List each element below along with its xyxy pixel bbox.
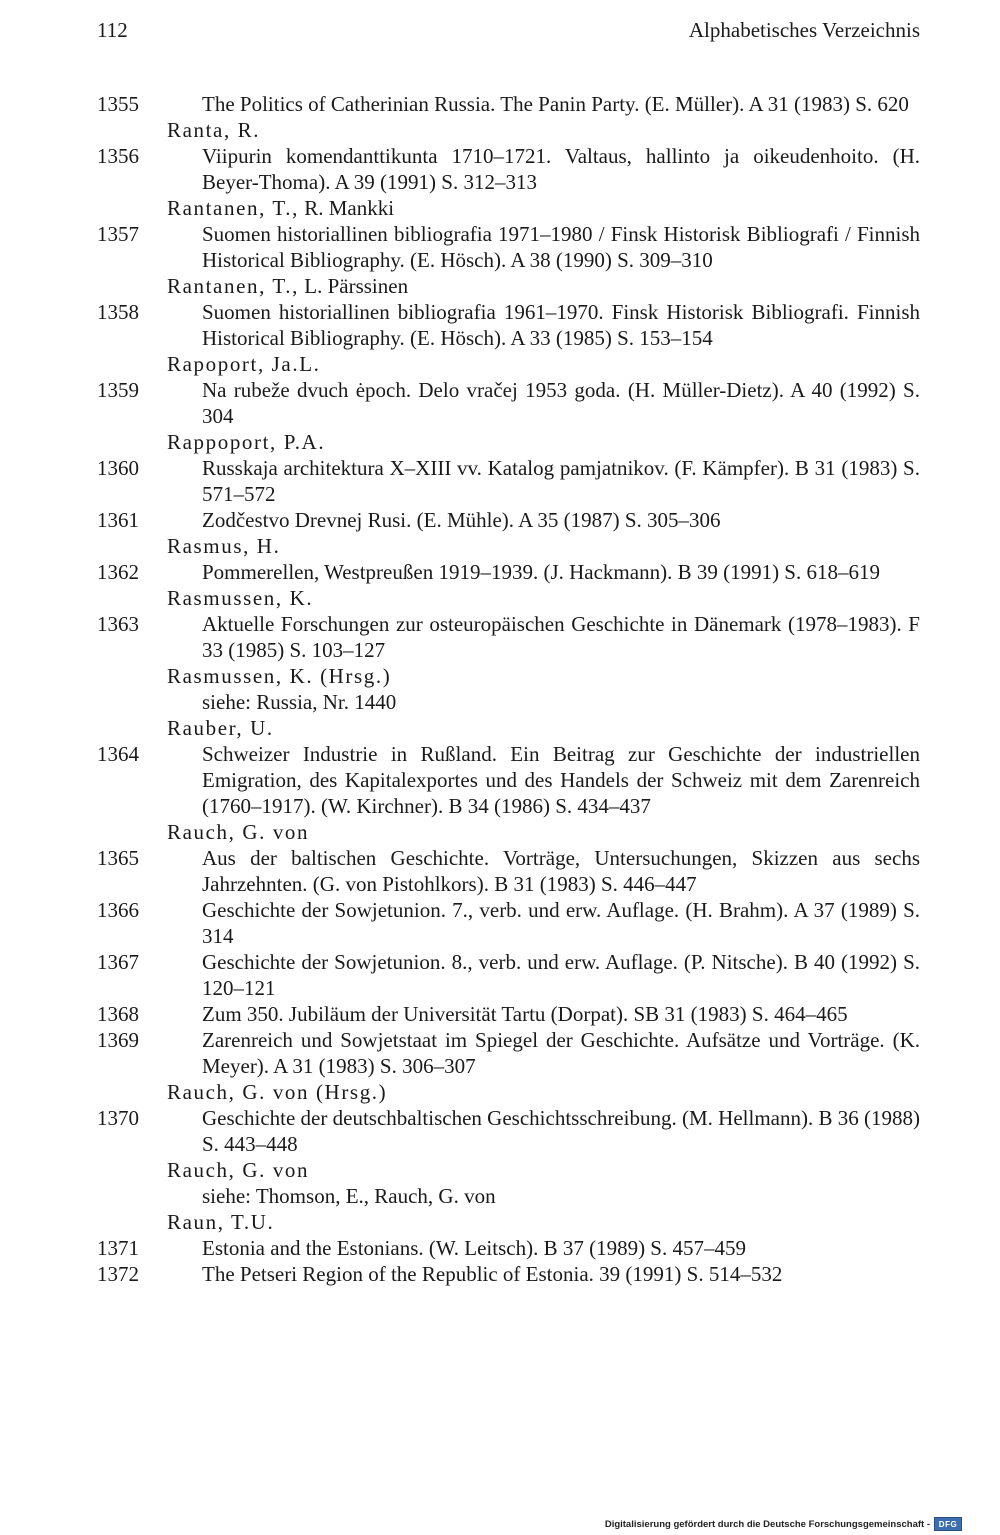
see-also-reference: siehe: Russia, Nr. 1440 [202, 690, 397, 714]
author-heading [97, 273, 920, 299]
author-heading [97, 1209, 920, 1235]
author-name: Rauch, G. von [167, 820, 310, 844]
entry-number: 1367 [97, 950, 139, 974]
author-name: Rasmussen, K. (Hrsg.) [167, 664, 392, 688]
digitization-credit [605, 1517, 962, 1531]
entry-number: 1371 [97, 1236, 139, 1260]
author-heading [97, 715, 920, 741]
entry-text: Schweizer Industrie in Rußland. Ein Beitrag zur Geschichte der industriellen Emigration, des Kapitalexportes und des Handels der Schweiz mit dem Zarenreich (1760–1917). (W. Kirchner). B 34 (1986) S. 434–437 [202, 742, 920, 818]
author-name: Rauber, U. [167, 716, 274, 740]
credit-text: Digitalisierung gefördert durch die Deutsche Forschungsgemeinschaft - [604, 1518, 930, 1530]
author-heading [97, 819, 920, 845]
bibliography-entry [97, 1235, 920, 1261]
bibliography-entry [97, 299, 920, 351]
bibliography-entry [97, 143, 920, 195]
co-author: R. Mankki [299, 196, 395, 220]
entry-text: Suomen historiallinen bibliografia 1961–1970. Finsk Historisk Bibliografi. Finnish Historical Bibliography. (E. Hösch). A 33 (1985) S. 153–154 [202, 300, 920, 350]
entry-text: Aus der baltischen Geschichte. Vorträge, Untersuchungen, Skizzen aus sechs Jahrzehnten. (G. von Pistohlkors). B 31 (1983) S. 446–447 [202, 846, 920, 896]
entry-text: Zarenreich und Sowjetstaat im Spiegel der Geschichte. Aufsätze und Vorträge. (K. Meyer). A 31 (1983) S. 306–307 [202, 1028, 920, 1078]
entry-number: 1355 [97, 92, 139, 116]
entry-number: 1364 [97, 742, 139, 766]
co-author: L. Pärssinen [299, 274, 409, 298]
entry-number: 1370 [97, 1106, 139, 1130]
page-number: 112 [97, 18, 128, 42]
author-heading [97, 429, 920, 455]
author-name: Rauch, G. von (Hrsg.) [167, 1080, 388, 1104]
entry-number: 1360 [97, 456, 139, 480]
author-name: Raun, T.U. [167, 1210, 275, 1234]
entry-text: Geschichte der Sowjetunion. 8., verb. und erw. Auflage. (P. Nitsche). B 40 (1992) S. 120–121 [202, 950, 920, 1000]
entry-text: Aktuelle Forschungen zur osteuropäischen Geschichte in Dänemark (1978–1983). F 33 (1985) S. 103–127 [202, 612, 920, 662]
entry-number: 1357 [97, 222, 139, 246]
bibliography-entry [97, 1027, 920, 1079]
author-name: Rasmus, H. [167, 534, 281, 558]
author-name: Rappoport, P.A. [167, 430, 326, 454]
author-name: Rasmussen, K. [167, 586, 314, 610]
entry-number: 1368 [97, 1002, 139, 1026]
author-heading [97, 117, 920, 143]
entry-text: Zum 350. Jubiläum der Universität Tartu (Dorpat). SB 31 (1983) S. 464–465 [202, 1002, 848, 1026]
entry-number: 1363 [97, 612, 139, 636]
bibliography-entry [97, 611, 920, 663]
entry-text: Geschichte der deutschbaltischen Geschichtsschreibung. (M. Hellmann). B 36 (1988) S. 443–448 [202, 1106, 920, 1156]
entry-number: 1358 [97, 300, 139, 324]
bibliography-list [97, 91, 920, 1287]
see-also-reference: siehe: Thomson, E., Rauch, G. von [202, 1184, 496, 1208]
entry-number: 1359 [97, 378, 139, 402]
author-heading [97, 351, 920, 377]
entry-number: 1356 [97, 144, 139, 168]
author-heading [97, 1157, 920, 1183]
entry-number: 1369 [97, 1028, 139, 1052]
entry-text: The Petseri Region of the Republic of Estonia. 39 (1991) S. 514–532 [202, 1262, 783, 1286]
entry-text: Estonia and the Estonians. (W. Leitsch). B 37 (1989) S. 457–459 [202, 1236, 746, 1260]
entry-text: Geschichte der Sowjetunion. 7., verb. und erw. Auflage. (H. Brahm). A 37 (1989) S. 314 [202, 898, 920, 948]
author-heading [97, 195, 920, 221]
entry-text: The Politics of Catherinian Russia. The Panin Party. (E. Müller). A 31 (1983) S. 620 [202, 92, 909, 116]
entry-text: Russkaja architektura X–XIII vv. Katalog pamjatnikov. (F. Kämpfer). B 31 (1983) S. 571–572 [202, 456, 920, 506]
author-name: Rauch, G. von [167, 1158, 310, 1182]
bibliography-entry [97, 91, 920, 117]
entry-number: 1372 [97, 1262, 139, 1286]
bibliography-entry [97, 377, 920, 429]
entry-text: Suomen historiallinen bibliografia 1971–1980 / Finsk Historisk Bibliografi / Finnish Historical Bibliography. (E. Hösch). A 38 (1990) S. 309–310 [202, 222, 920, 272]
entry-number: 1361 [97, 508, 139, 532]
author-heading [97, 1079, 920, 1105]
bibliography-entry [97, 221, 920, 273]
author-name: Ranta, R. [167, 118, 261, 142]
entry-number: 1366 [97, 898, 139, 922]
entry-number: 1365 [97, 846, 139, 870]
dfg-logo: DFG [934, 1517, 962, 1531]
entry-text: Zodčestvo Drevnej Rusi. (E. Mühle). A 35 (1987) S. 305–306 [202, 508, 721, 532]
entry-text: Pommerellen, Westpreußen 1919–1939. (J. Hackmann). B 39 (1991) S. 618–619 [202, 560, 880, 584]
bibliography-entry [97, 897, 920, 949]
bibliography-entry [97, 1001, 920, 1027]
bibliography-entry [97, 559, 920, 585]
bibliography-entry [97, 949, 920, 1001]
entry-number: 1362 [97, 560, 139, 584]
entry-text: Na rubeže dvuch ėpoch. Delo vračej 1953 goda. (H. Müller-Dietz). A 40 (1992) S. 304 [202, 378, 920, 428]
author-name: Rantanen, T., [167, 274, 299, 298]
author-heading [97, 533, 920, 559]
bibliography-entry [97, 741, 920, 819]
bibliography-entry [97, 1105, 920, 1157]
author-name: Rantanen, T., [167, 196, 299, 220]
bibliography-entry [97, 455, 920, 507]
running-title: Alphabetisches Verzeichnis [688, 18, 920, 42]
entry-text: Viipurin komendanttikunta 1710–1721. Valtaus, hallinto ja oikeudenhoito. (H. Beyer-Thoma). A 39 (1991) S. 312–313 [202, 144, 920, 194]
bibliography-entry [97, 1261, 920, 1287]
bibliography-entry [97, 507, 920, 533]
author-heading [97, 663, 920, 689]
bibliography-entry [97, 845, 920, 897]
author-name: Rapoport, Ja.L. [167, 352, 321, 376]
author-heading [97, 585, 920, 611]
page-header [97, 18, 920, 50]
